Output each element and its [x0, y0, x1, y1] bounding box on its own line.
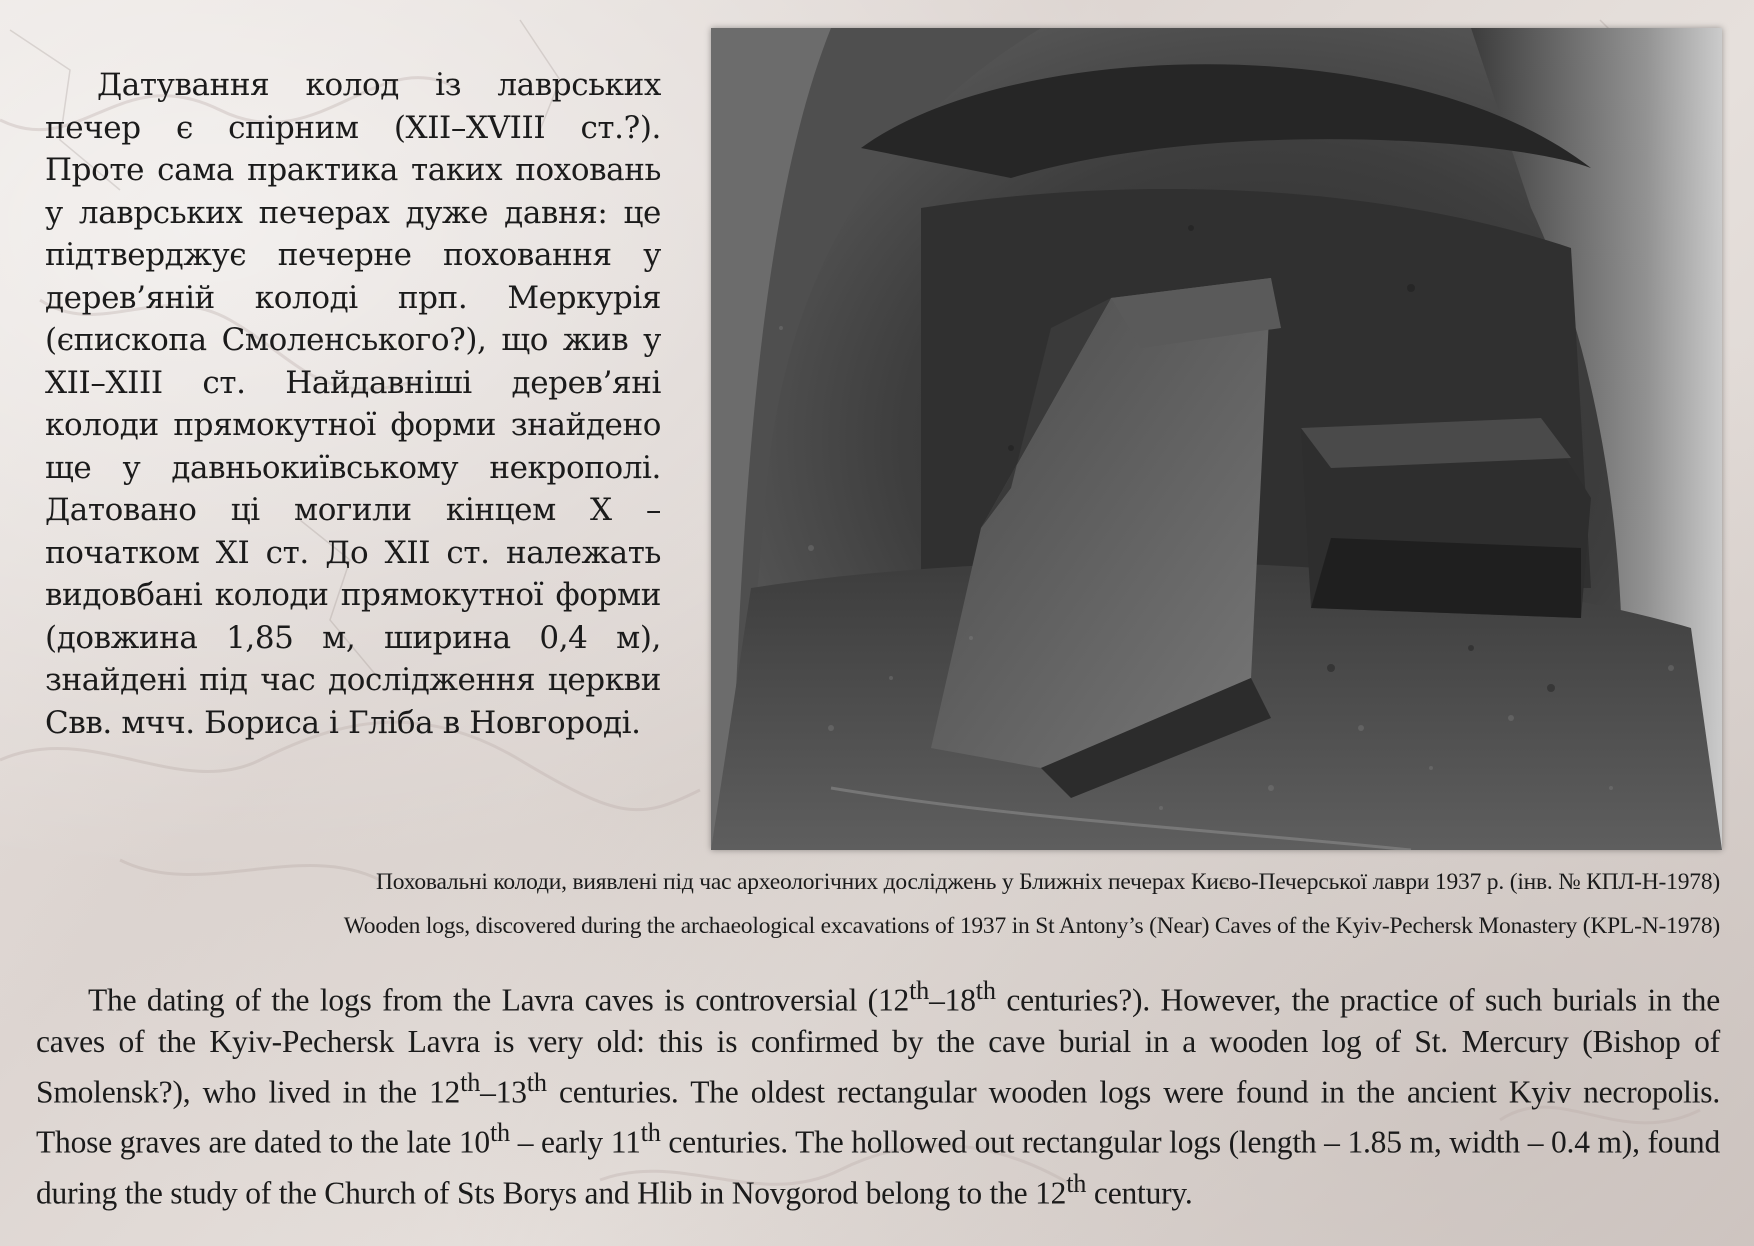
- ukrainian-paragraph: Датування колод із лаврських печер є спірним (XII–XVIII ст.?). Проте сама практика таких поховань у лаврських печерах дуже давня: це підтверджує печерне поховання у дерев’яній колоді прп. Меркурія (єпископа Смоленського?), що жив у XII–XIII ст. Найдавніші дерев’яні колоди прямокутної форми знайдено ще у давньокиївському некрополі. Датовано ці могили кінцем X – початком XI ст. До XII ст. належать видовбані колоди прямокутної форми (довжина 1,85 м, ширина 0,4 м), знайдені під час дослідження церкви Свв. мчч. Бориса і Гліба в Новгороді.: [45, 67, 661, 741]
- photo-caption-ukrainian: Поховальні колоди, виявлені під час археологічних досліджень у Ближніх печерах Києво-Печерської лаври 1937 р. (інв. № КПЛ-Н-1978): [375, 869, 1720, 895]
- english-text-part: – early 11: [509, 1124, 641, 1160]
- ordinal-suffix: th: [489, 1118, 510, 1147]
- ordinal-suffix: th: [1066, 1168, 1087, 1198]
- english-text-part: The dating of the logs from the Lavra caves is controversial (12: [88, 982, 910, 1018]
- ordinal-suffix: th: [975, 976, 996, 1005]
- english-text-part: century.: [1086, 1175, 1193, 1210]
- cave-burial-photo: [711, 28, 1722, 850]
- english-text-part: centuries?). However, the practice of such burials in the caves of the Kyiv-Pechersk Lavra is very old: this is confirmed by the cave burial in a wooden log of St. Mercury (Bishop of Smolensk?), who lived in the 12: [36, 982, 1721, 1109]
- english-text-part: centuries. The hollowed out rectangular logs (length – 1.85 m, width – 0.4 m), found during the study of the Church of Sts Borys and Hlib in Novgorod belong to the 12: [36, 1124, 1720, 1210]
- english-text-part: centuries. The oldest rectangular wooden logs were found in the ancient Kyiv necropolis. Those graves are dated to the late 10: [36, 1074, 1720, 1160]
- english-paragraph: [36, 970, 1720, 1213]
- ordinal-suffix: th: [460, 1067, 481, 1097]
- english-text-part: –13: [480, 1074, 527, 1109]
- ordinal-suffix: th: [909, 976, 930, 1005]
- cave-photo-illustration: [711, 28, 1722, 850]
- ordinal-suffix: th: [526, 1067, 547, 1097]
- photo-caption-english: Wooden logs, discovered during the archaeological excavations of 1937 in St Antony’s (Near) Caves of the Kyiv-Pechersk Monastery (KPL-N-1978): [343, 913, 1720, 939]
- english-text-part: –18: [929, 982, 976, 1018]
- ordinal-suffix: th: [640, 1118, 661, 1147]
